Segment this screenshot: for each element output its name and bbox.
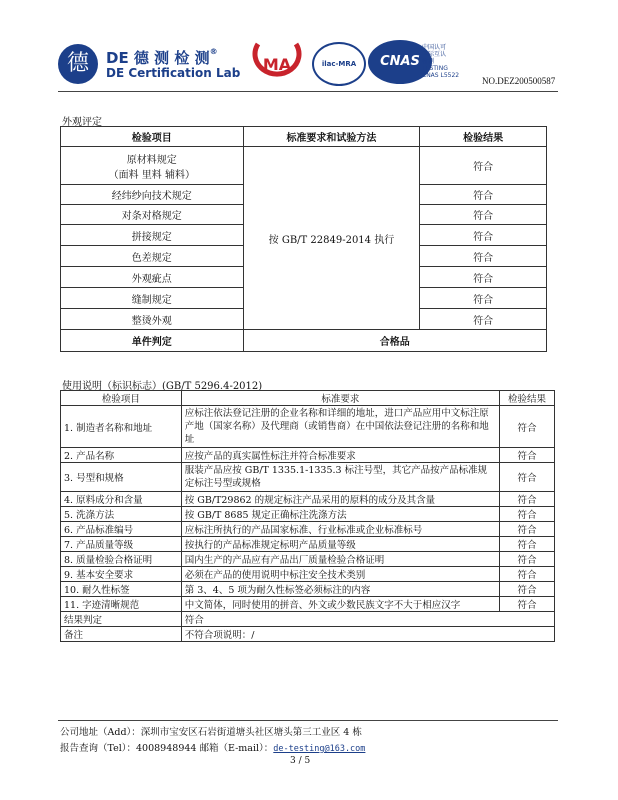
table-row: [61, 507, 555, 522]
note-value: 不符合项说明：/: [181, 627, 554, 642]
table-row: [61, 582, 555, 597]
result-cell: 符合: [500, 492, 555, 507]
cnas-logo-icon: CNAS: [368, 40, 432, 84]
table-row: [61, 522, 555, 537]
result-cell: 符合: [420, 185, 547, 205]
verdict-row: [61, 330, 547, 352]
ilac-mra-logo-icon: ilac-MRA: [312, 42, 366, 86]
item-cell: 8. 质量检验合格证明: [61, 552, 182, 567]
result-cell: 符合: [420, 225, 547, 246]
section-title-labeling: 使用说明（标识标志）(GB/T 5296.4-2012): [62, 381, 263, 392]
table-row: [61, 537, 555, 552]
result-cell: 符合: [420, 288, 547, 309]
result-cell: 符合: [500, 582, 555, 597]
table-row: [61, 597, 555, 612]
item-cell: 缝制规定: [61, 288, 244, 309]
item-cell: 2. 产品名称: [61, 448, 182, 463]
item-cell: 1. 制造者名称和地址: [61, 406, 182, 448]
header-method: 标准要求和试验方法: [243, 127, 420, 147]
result-cell: 符合: [500, 537, 555, 552]
header-result: 检验结果: [500, 391, 555, 406]
table-row: [61, 492, 555, 507]
table-row: [61, 463, 555, 492]
cma-logo-icon: [252, 40, 302, 84]
header-divider: [58, 91, 558, 92]
report-header: [0, 0, 618, 110]
item-cell: 拼接规定: [61, 225, 244, 246]
requirement-cell: 服装产品应按 GB/T 1335.1-1335.3 标注号型，其它产品按产品标准规定标注号型或规格: [181, 463, 499, 492]
item-cell: 整烫外观: [61, 309, 244, 330]
item-cell: 3. 号型和规格: [61, 463, 182, 492]
result-cell: 符合: [500, 522, 555, 537]
item-cell: 7. 产品质量等级: [61, 537, 182, 552]
result-cell: 符合: [420, 309, 547, 330]
item-cell: 6. 产品标准编号: [61, 522, 182, 537]
header-requirement: 标准要求: [181, 391, 499, 406]
item-cell: 9. 基本安全要求: [61, 567, 182, 582]
cnas-side-text: 中国认可 国际互认 检测 TESTING CNAS L5522: [422, 44, 460, 79]
result-cell: 符合: [500, 448, 555, 463]
registered-mark: ®: [209, 47, 218, 56]
result-cell: 符合: [500, 597, 555, 612]
result-cell: 符合: [500, 567, 555, 582]
requirement-cell: 应按产品的真实属性标注并符合标准要求: [181, 448, 499, 463]
verdict-label: 结果判定: [61, 612, 182, 627]
result-cell: 符合: [500, 463, 555, 492]
ma-logo-text: MA: [262, 55, 292, 74]
report-number: NO.DEZ200500587: [482, 76, 556, 86]
page-number: 3 / 5: [290, 756, 311, 766]
item-cell: 原材料规定 （面料 里料 辅料）: [61, 147, 244, 185]
item-cell: 外观疵点: [61, 267, 244, 288]
result-cell: 符合: [500, 406, 555, 448]
table-row: [61, 552, 555, 567]
footer-divider: [58, 720, 558, 721]
requirement-cell: 第 3、4、5 项为耐久性标签必须标注的内容: [181, 582, 499, 597]
item-cell: 11. 字迹清晰规范: [61, 597, 182, 612]
labeling-table: [60, 390, 555, 642]
requirement-cell: 国内生产的产品应有产品出厂质量检验合格证明: [181, 552, 499, 567]
verdict-row: [61, 612, 555, 627]
requirement-cell: 必须在产品的使用说明中标注安全技术类别: [181, 567, 499, 582]
header-item: 检验项目: [61, 391, 182, 406]
item-cell: 4. 原料成分和含量: [61, 492, 182, 507]
table-row: [61, 567, 555, 582]
requirement-cell: 应标注所执行的产品国家标准、行业标准或企业标准标号: [181, 522, 499, 537]
header-result: 检验结果: [420, 127, 547, 147]
requirement-cell: 中文简体，同时使用的拼音、外文或少数民族文字不大于相应汉字: [181, 597, 499, 612]
result-cell: 符合: [420, 205, 547, 225]
item-cell: 5. 洗涤方法: [61, 507, 182, 522]
table-row: [61, 448, 555, 463]
item-cell: 经纬纱向技术规定: [61, 185, 244, 205]
table-header-row: [61, 127, 547, 147]
requirement-cell: 按执行的产品标准规定标明产品质量等级: [181, 537, 499, 552]
item-cell: 对条对格规定: [61, 205, 244, 225]
result-cell: 符合: [420, 246, 547, 267]
brand-name-cn: DE 德 测 检 测®: [106, 47, 218, 67]
verdict-value: 符合: [181, 612, 554, 627]
email-link[interactable]: de-testing@163.com: [273, 744, 366, 754]
de-logo-icon: 德: [58, 44, 98, 84]
verdict-value: 合格品: [243, 330, 546, 352]
requirement-cell: 应标注依法登记注册的企业名称和详细的地址，进口产品应用中文标注原产地（国家名称）及代理商（或销售商）在中国依法登记注册的名称和地址: [181, 406, 499, 448]
requirement-cell: 按 GB/T29862 的规定标注产品采用的原料的成分及其含量: [181, 492, 499, 507]
verdict-label: 单件判定: [61, 330, 244, 352]
section-title-appearance: 外观评定: [62, 117, 102, 128]
note-row: [61, 627, 555, 642]
result-cell: 符合: [500, 507, 555, 522]
header-item: 检验项目: [61, 127, 244, 147]
footer-phone: 报告查询（Tel）：4008948944 邮箱（E-mail）：: [60, 743, 274, 754]
footer-address: 公司地址（Add）：深圳市宝安区石岩街道塘头社区塘头第三工业区 4 栋: [60, 727, 362, 738]
item-cell: 10. 耐久性标签: [61, 582, 182, 597]
footer-contact: [60, 740, 365, 754]
table-row: [61, 406, 555, 448]
item-cell: 色差规定: [61, 246, 244, 267]
requirement-cell: 按 GB/T 8685 规定正确标注洗涤方法: [181, 507, 499, 522]
appearance-table: [60, 126, 547, 352]
method-cell: 按 GB/T 22849-2014 执行: [243, 147, 420, 330]
note-label: 备注: [61, 627, 182, 642]
table-header-row: [61, 391, 555, 406]
result-cell: 符合: [420, 267, 547, 288]
result-cell: 符合: [420, 147, 547, 185]
table-row: [61, 147, 547, 185]
result-cell: 符合: [500, 552, 555, 567]
brand-name-en: DE Certification Lab: [106, 66, 241, 80]
